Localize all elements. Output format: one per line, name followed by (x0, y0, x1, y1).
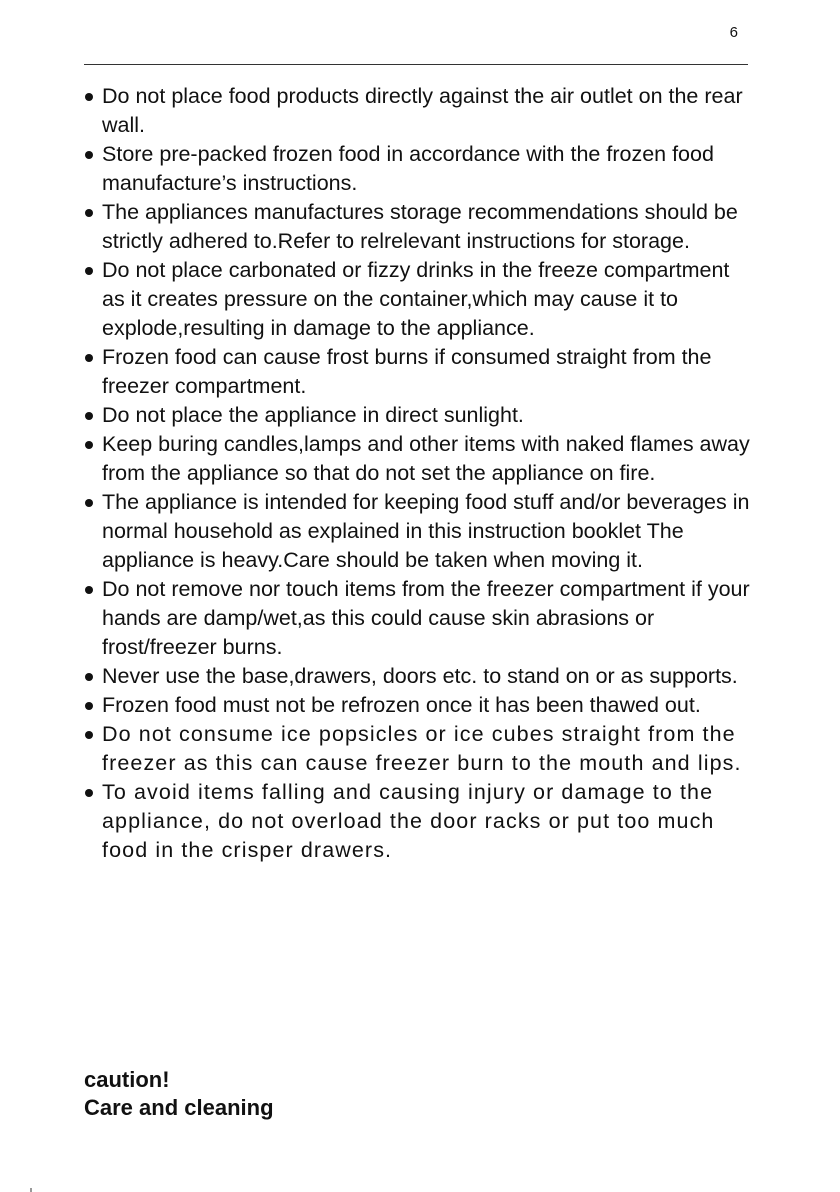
bullet-icon (85, 93, 93, 101)
bullet-text: Frozen food must not be refrozen once it has been thawed out. (102, 693, 701, 717)
bullet-icon (85, 151, 93, 159)
bullet-icon (85, 673, 93, 681)
bullet-text: Do not place the appliance in direct sunlight. (102, 403, 524, 427)
list-item (84, 343, 754, 401)
bullet-text: To avoid items falling and causing injury or damage to the appliance, do not overload the door racks or put too much food in the crisper drawers. (102, 780, 715, 862)
list-item (84, 198, 754, 256)
bullet-text: Keep buring candles,lamps and other items with naked flames away from the appliance so that do not set the appliance on fire. (102, 432, 750, 485)
list-item (84, 778, 754, 865)
bullet-icon (85, 702, 93, 710)
bullet-icon (85, 412, 93, 420)
list-item (84, 256, 754, 343)
caution-heading: caution! (84, 1067, 170, 1092)
bullet-icon (85, 441, 93, 449)
bullet-text: Do not remove nor touch items from the freezer compartment if your hands are damp/wet,as this could cause skin abrasions or frost/freezer burns. (102, 577, 750, 659)
list-item (84, 430, 754, 488)
safety-instructions-list (84, 82, 754, 865)
bullet-text: Do not place food products directly against the air outlet on the rear wall. (102, 84, 743, 137)
list-item (84, 575, 754, 662)
bullet-text: Do not consume ice popsicles or ice cubes straight from the freezer as this can cause freezer burn to the mouth and lips. (102, 722, 742, 775)
bullet-icon (85, 499, 93, 507)
list-item (84, 82, 754, 140)
bullet-icon (85, 354, 93, 362)
page-number: 6 (729, 24, 738, 41)
bottom-edge-mark (30, 1188, 32, 1192)
bullet-text: Do not place carbonated or fizzy drinks in the freeze compartment as it creates pressure on the container,which may cause it to explode,resulting in damage to the appliance. (102, 258, 730, 340)
bullet-icon (85, 586, 93, 594)
list-item (84, 691, 754, 720)
list-item (84, 140, 754, 198)
bullet-text: The appliance is intended for keeping food stuff and/or beverages in normal household as explained in this instruction booklet The appliance is heavy.Care should be taken when moving it. (102, 490, 750, 572)
bullet-icon (85, 789, 93, 797)
bullet-icon (85, 731, 93, 739)
bullet-text: The appliances manufactures storage recommendations should be strictly adhered to.Refer to relrelevant instructions for storage. (102, 200, 738, 253)
list-item (84, 401, 754, 430)
list-item (84, 488, 754, 575)
bullet-text: Frozen food can cause frost burns if consumed straight from the freezer compartment. (102, 345, 712, 398)
list-item (84, 720, 754, 778)
list-item (84, 662, 754, 691)
care-and-cleaning-heading: Care and cleaning (84, 1095, 274, 1120)
bullet-icon (85, 209, 93, 217)
bullet-text: Store pre-packed frozen food in accordance with the frozen food manufacture’s instructions. (102, 142, 714, 195)
bullet-icon (85, 267, 93, 275)
header-rule (84, 64, 748, 65)
bullet-text: Never use the base,drawers, doors etc. to stand on or as supports. (102, 664, 738, 688)
